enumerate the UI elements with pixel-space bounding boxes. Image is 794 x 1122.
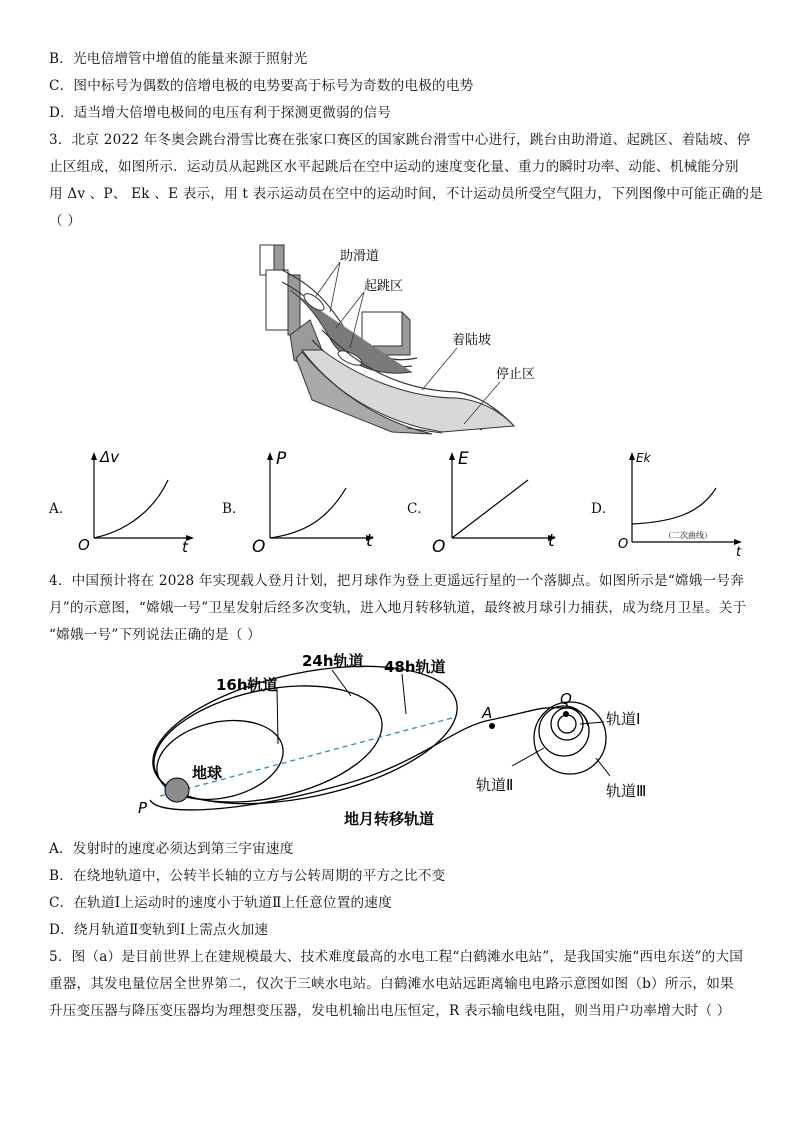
graph-d-xlabel: t <box>736 545 742 560</box>
label-takeoff: 起跳区 <box>364 279 404 294</box>
q3-stem-line2: 止区组成，如图所示．运动员从起跳区水平起跳后在空中运动的速度变化量、重力的瞬时功率、动能、机械能分别 <box>49 159 739 175</box>
q5-stem-line3: 升压变压器与降压变压器均为理想变压器，发电机输出电压恒定，R 表示输电线电阻，则当用户功率增大时（ ） <box>49 1003 731 1019</box>
q2-option-d: D．适当增大倍增电极间的电压有利于探测更微弱的信号 <box>49 105 392 121</box>
label-a: A <box>482 704 493 722</box>
q4-stem-line1: 4．中国预计将在 2028 年实现载人登月计划，把月球作为登上更遥远行星的一个落脚点。如图所示是“嫦娥一号奔 <box>49 573 744 589</box>
q2-option-b: B．光电倍增管中增值的能量来源于照射光 <box>49 51 308 67</box>
ski-jump-figure <box>252 240 536 440</box>
graph-c <box>428 448 568 558</box>
q3-option-c-letter: C． <box>407 501 431 517</box>
q4-stem-line2: 月”的示意图，“嫦娥一号”卫星发射后经多次变轨，进入地月转移轨道，最终被月球引力捕获，成为绕月卫星。关于 <box>49 600 747 616</box>
label-orbit-3: 轨道Ⅲ <box>606 782 647 800</box>
graph-b-xlabel: t <box>366 531 373 551</box>
label-slide: 助滑道 <box>340 249 380 264</box>
q3-stem-line1: 3．北京 2022 年冬奥会跳台滑雪比赛在张家口赛区的国家跳台滑雪中心进行，跳台由助滑道、起跳区、着陆坡、停 <box>49 132 751 148</box>
graph-c-origin: O <box>432 537 446 557</box>
q4-stem-line3: “嫦娥一号”下列说法正确的是（ ） <box>49 627 261 643</box>
label-transfer: 地月转移轨道 <box>344 810 435 828</box>
graph-a-xlabel: t <box>182 538 188 556</box>
graph-a-ylabel: Δv <box>100 448 120 466</box>
graph-b-origin: O <box>252 537 266 557</box>
graph-d-ylabel: Ek <box>636 451 651 465</box>
graph-b <box>246 448 386 558</box>
label-p: P <box>138 799 148 817</box>
label-earth: 地球 <box>192 764 223 782</box>
label-orbit-2: 轨道Ⅱ <box>476 776 514 794</box>
graph-b-ylabel: P <box>276 449 287 469</box>
graph-a-origin: O <box>78 536 90 554</box>
q4-option-b: B．在绕地轨道中，公转半长轴的立方与公转周期的平方之比不变 <box>49 868 446 884</box>
graph-d-origin: O <box>618 537 629 552</box>
q3-option-b-letter: B． <box>222 501 246 517</box>
label-landing: 着陆坡 <box>452 333 492 348</box>
label-q: Q <box>560 690 572 708</box>
q3-stem-line3: 用 Δv 、P、 Ek 、E 表示，用 t 表示运动员在空中的运动时间，不计运动员所受空气阻力，下列图像中可能正确的是 <box>49 186 763 202</box>
graph-c-ylabel: E <box>458 449 469 469</box>
label-24h: 24h轨道 <box>302 652 364 670</box>
graph-c-xlabel: t <box>548 531 555 551</box>
graph-d <box>612 448 752 560</box>
q3-option-d-letter: D． <box>591 501 616 517</box>
q5-stem-line2: 重器，其发电量位居全世界第二，仅次于三峡水电站。白鹤滩水电站远距离输电电路示意图如图（b）所示，如果 <box>49 976 734 992</box>
label-16h: 16h轨道 <box>216 676 278 694</box>
label-48h: 48h轨道 <box>384 658 446 676</box>
q4-option-a: A．发射时的速度必须达到第三宇宙速度 <box>49 841 294 857</box>
q4-option-d: D．绕月轨道Ⅱ变轨到Ⅰ上需点火加速 <box>49 922 269 938</box>
q3-option-a-letter: A． <box>49 501 73 517</box>
q4-option-c: C．在轨道Ⅰ上运动时的速度小于轨道Ⅱ上任意位置的速度 <box>49 895 392 911</box>
orbit-figure <box>130 648 670 833</box>
label-stop: 停止区 <box>496 367 536 382</box>
graph-a <box>70 448 200 558</box>
graph-d-note: （二次曲线） <box>664 531 712 540</box>
q5-stem-line1: 5．图（a）是目前世界上在建规模最大、技术难度最高的水电工程“白鹤滩水电站”，是我国实施“西电东送”的大国 <box>49 949 744 965</box>
q3-stem-line4: （ ） <box>49 213 82 229</box>
q2-option-c: C．图中标号为偶数的倍增电极的电势要高于标号为奇数的电极的电势 <box>49 78 474 94</box>
label-orbit-1: 轨道Ⅰ <box>606 710 641 728</box>
